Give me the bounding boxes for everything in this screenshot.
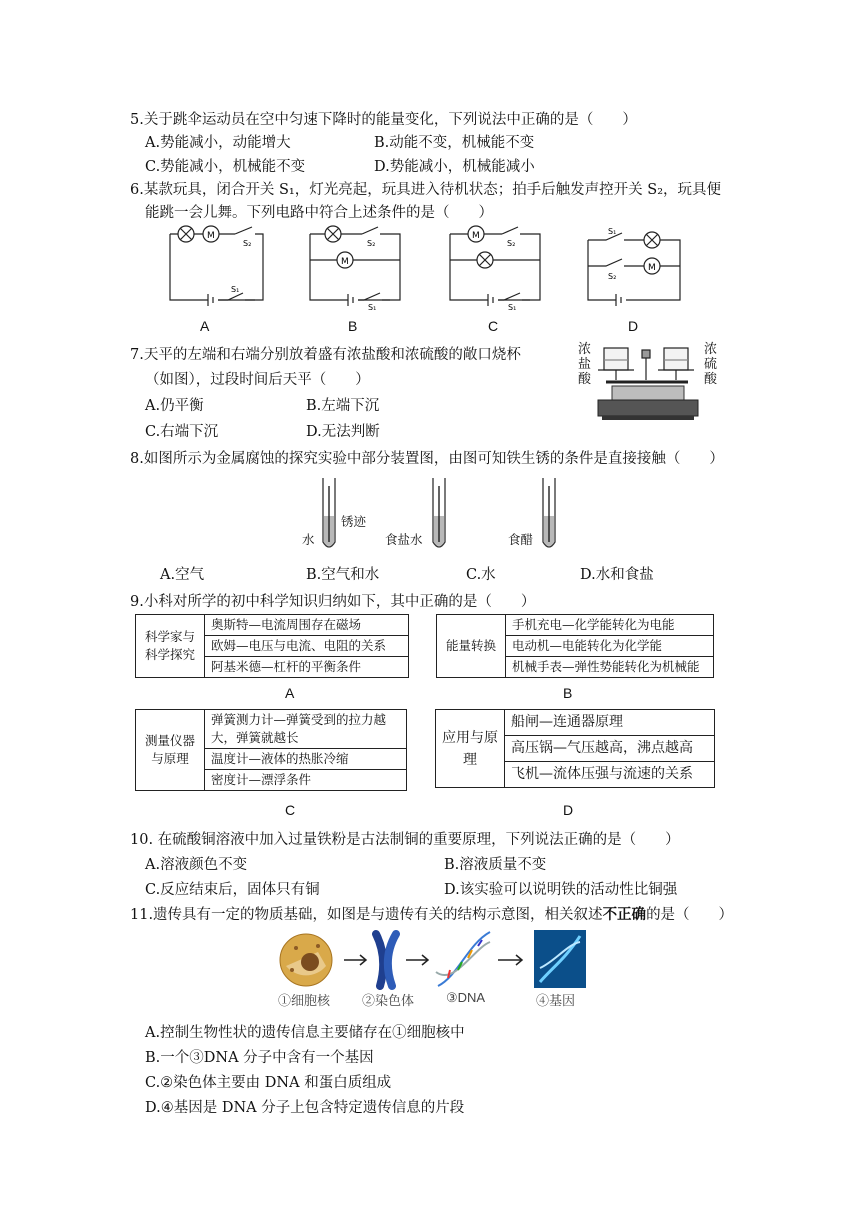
circuit-d-figure: [578, 222, 688, 307]
circuit-c-s1-label: S₁: [508, 303, 517, 312]
q5-option-c[interactable]: C.势能减小，机械能不变: [145, 159, 306, 175]
q8-stem: 8.如图所示为金属腐蚀的探究实验中部分装置图，由图可知铁生锈的条件是直接接触（ ）: [130, 451, 724, 467]
circuit-a-s2-label: S₂: [243, 239, 252, 248]
test-tube-water: [318, 476, 340, 554]
table-d-header: 应用与原理: [436, 710, 505, 788]
q6-stem-line2: 能跳一会儿舞。下列电路中符合上述条件的是（ ）: [145, 205, 493, 221]
vinegar-label: 食醋: [508, 532, 534, 547]
table-d-label[interactable]: D: [563, 802, 574, 818]
q7-stem-line2: （如图），过段时间后天平（ ）: [145, 372, 370, 388]
table-a-header: 科学家与科学探究: [136, 615, 205, 678]
q11-stem: [130, 903, 733, 924]
circuit-a-label[interactable]: A: [200, 318, 210, 334]
arrow-icon: [344, 955, 366, 965]
q11-stem-pre: 11.遗传具有一定的物质基础，如图是与遗传有关的结构示意图，相关叙述: [130, 907, 603, 923]
gene-icon: [534, 930, 586, 988]
rust-label: 锈迹: [341, 514, 367, 529]
table-a-row: 欧姆—电压与电流、电阻的关系: [205, 636, 409, 657]
table-a-label[interactable]: A: [285, 685, 295, 701]
q7-option-c[interactable]: C.右端下沉: [145, 424, 219, 440]
circuit-b-motor-label: M: [341, 257, 349, 267]
salt-water-label: 食盐水: [385, 532, 423, 547]
circuit-b-figure: [300, 222, 410, 312]
circuit-b-s2-label: S₂: [367, 239, 376, 248]
q9-stem: 9.小科对所学的初中科学知识归纳如下，其中正确的是（ ）: [130, 594, 536, 610]
q10-option-c[interactable]: C.反应结束后，固体只有铜: [145, 882, 320, 898]
table-c-header: 测量仪器与原理: [136, 710, 205, 791]
test-tube-vinegar: [538, 476, 560, 554]
q8-option-d[interactable]: D.水和食盐: [580, 567, 654, 583]
table-c-row: 温度计—液体的热胀冷缩: [205, 749, 407, 770]
q8-option-c[interactable]: C.水: [466, 567, 496, 583]
circuit-c-s2-label: S₂: [507, 239, 516, 248]
circuit-b-s1-label: S₁: [368, 303, 377, 312]
table-d-row: 高压锅—气压越高，沸点越高: [505, 736, 715, 762]
q5-option-b[interactable]: B.动能不变，机械能不变: [374, 135, 535, 151]
q10-option-a[interactable]: A.溶液颜色不变: [145, 857, 248, 873]
q9-table-c: [135, 709, 407, 791]
q10-option-d[interactable]: D.该实验可以说明铁的活动性比铜强: [444, 882, 678, 898]
circuit-d-s2-label: S₂: [608, 272, 617, 281]
chromosome-label: ②染色体: [362, 993, 415, 1008]
circuit-d-label[interactable]: D: [628, 318, 639, 334]
table-c-row: 密度计—漂浮条件: [205, 770, 407, 791]
circuit-c-figure: [440, 222, 550, 312]
q10-option-b[interactable]: B.溶液质量不变: [444, 857, 547, 873]
arrow-icon: [498, 955, 522, 965]
circuit-a-s1-label: S₁: [231, 285, 240, 294]
genetics-figure: [278, 928, 590, 994]
table-b-row: 电动机—电能转化为化学能: [506, 636, 714, 657]
circuit-d-s1-label: S₁: [608, 227, 617, 236]
q6-stem-line1: 6.某款玩具，闭合开关 S₁，灯光亮起，玩具进入待机状态；拍手后触发声控开关 S₂，玩具便: [130, 182, 722, 198]
q9-table-d: [435, 709, 715, 788]
q7-option-d[interactable]: D.无法判断: [306, 424, 380, 440]
q11-option-b[interactable]: B.一个③DNA 分子中含有一个基因: [145, 1050, 374, 1066]
circuit-c-motor-label: M: [472, 231, 480, 241]
q9-table-b: [436, 614, 714, 678]
circuit-a-motor-label: M: [207, 231, 215, 241]
gene-label: ④基因: [536, 993, 576, 1008]
table-b-label[interactable]: B: [563, 685, 573, 701]
balance-right-label: 浓硫酸: [704, 342, 718, 387]
q8-option-a[interactable]: A.空气: [160, 567, 205, 583]
circuit-d-motor-label: M: [648, 263, 656, 273]
q5-stem: 5.关于跳伞运动员在空中匀速下降时的能量变化，下列说法中正确的是（ ）: [130, 112, 637, 128]
table-c-row: 弹簧测力计—弹簧受到的拉力越大，弹簧就越长: [205, 710, 407, 749]
balance-left-label: 浓盐酸: [578, 342, 592, 387]
q9-table-a: [135, 614, 409, 678]
table-a-row: 奥斯特—电流周围存在磁场: [205, 615, 409, 636]
q10-stem: 10. 在硫酸铜溶液中加入过量铁粉是古法制铜的重要原理，下列说法正确的是（ ）: [130, 832, 680, 848]
test-tube-salt-water: [428, 476, 450, 554]
q7-option-a[interactable]: A.仍平衡: [145, 398, 204, 414]
circuit-c-label[interactable]: C: [488, 318, 499, 334]
circuit-b-label[interactable]: B: [348, 318, 358, 334]
q7-option-b[interactable]: B.左端下沉: [306, 398, 380, 414]
table-c-label[interactable]: C: [285, 802, 296, 818]
circuit-a-figure: [160, 222, 270, 307]
chromosome-icon: [376, 934, 396, 986]
table-a-row: 阿基米德—杠杆的平衡条件: [205, 657, 409, 678]
q5-option-a[interactable]: A.势能减小，动能增大: [145, 135, 291, 151]
q5-option-d[interactable]: D.势能减小，机械能减小: [374, 159, 535, 175]
cell-nucleus-icon: [280, 934, 332, 986]
arrow-icon: [406, 955, 428, 965]
table-d-row: 飞机—流体压强与流速的关系: [505, 762, 715, 788]
q8-option-b[interactable]: B.空气和水: [306, 567, 380, 583]
water-label: 水: [302, 532, 315, 547]
table-d-row: 船闸—连通器原理: [505, 710, 715, 736]
dna-label: ③DNA: [446, 990, 486, 1005]
balance-figure: [592, 340, 704, 422]
nucleus-label: ①细胞核: [278, 993, 331, 1008]
table-b-row: 机械手表—弹性势能转化为机械能: [506, 657, 714, 678]
q11-option-c[interactable]: C.②染色体主要由 DNA 和蛋白质组成: [145, 1075, 392, 1091]
q11-option-d[interactable]: D.④基因是 DNA 分子上包含特定遗传信息的片段: [145, 1100, 465, 1116]
dna-helix-icon: [436, 932, 490, 986]
q11-option-a[interactable]: A.控制生物性状的遗传信息主要储存在①细胞核中: [145, 1025, 465, 1041]
table-b-row: 手机充电—化学能转化为电能: [506, 615, 714, 636]
q11-stem-post: 的是（ ）: [646, 907, 734, 923]
table-b-header: 能量转换: [437, 615, 506, 678]
q11-stem-bold: 不正确: [602, 906, 647, 923]
q7-stem-line1: 7.天平的左端和右端分别放着盛有浓盐酸和浓硫酸的敞口烧杯: [130, 347, 521, 363]
